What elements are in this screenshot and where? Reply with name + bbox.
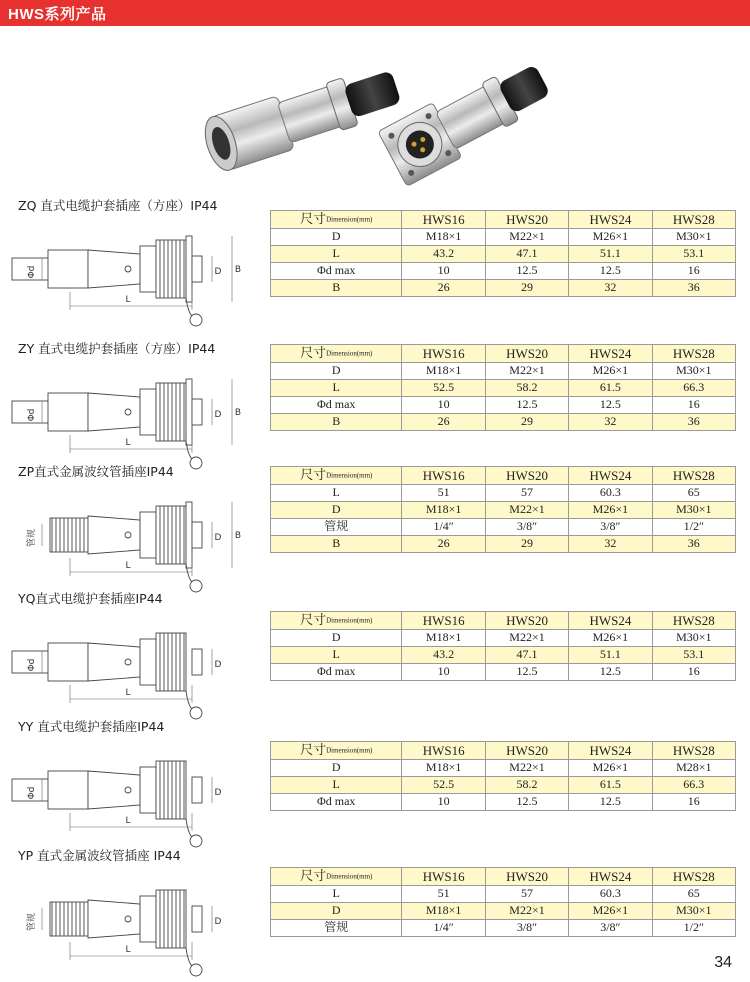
table-corner-cell: 尺寸Dimension(mm) bbox=[271, 211, 402, 229]
drawing-label: D bbox=[214, 410, 222, 420]
table-cell: 1/4″ bbox=[402, 518, 485, 535]
table-corner-cell: 尺寸Dimension(mm) bbox=[271, 345, 402, 363]
row-label: B bbox=[271, 279, 402, 296]
table-cell: 60.3 bbox=[569, 484, 652, 501]
table-cell: 36 bbox=[652, 535, 735, 552]
spec-table bbox=[270, 741, 736, 811]
drawing-label: Φd bbox=[27, 786, 37, 800]
table-cell: 61.5 bbox=[569, 776, 652, 793]
table-cell: 36 bbox=[652, 279, 735, 296]
table-cell: M30×1 bbox=[652, 629, 735, 646]
table-cell: M22×1 bbox=[485, 228, 568, 245]
drawing-label: 管规 bbox=[27, 912, 37, 932]
table-cell: M22×1 bbox=[485, 759, 568, 776]
table-cell: M18×1 bbox=[402, 362, 485, 379]
column-header: HWS20 bbox=[485, 467, 568, 485]
table-cell: M26×1 bbox=[569, 759, 652, 776]
table-cell: 66.3 bbox=[652, 776, 735, 793]
table-cell: M30×1 bbox=[652, 501, 735, 518]
column-header: HWS16 bbox=[402, 345, 485, 363]
table-corner-cell: 尺寸Dimension(mm) bbox=[271, 742, 402, 760]
page-number: 34 bbox=[714, 954, 732, 971]
table-cell: 26 bbox=[402, 413, 485, 430]
table-cell: 16 bbox=[652, 793, 735, 810]
drawing-label: L bbox=[125, 688, 131, 698]
table-row bbox=[271, 759, 736, 776]
dimension-drawing bbox=[10, 605, 260, 720]
table-header-row bbox=[271, 211, 736, 229]
column-header: HWS24 bbox=[569, 612, 652, 630]
table-cell: 52.5 bbox=[402, 776, 485, 793]
table-cell: 36 bbox=[652, 413, 735, 430]
column-header: HWS20 bbox=[485, 612, 568, 630]
table-cell: M18×1 bbox=[402, 759, 485, 776]
table-row bbox=[271, 484, 736, 501]
table-cell: 10 bbox=[402, 396, 485, 413]
drawing-label: B bbox=[234, 408, 242, 418]
table-cell: 12.5 bbox=[569, 262, 652, 279]
row-label: D bbox=[271, 228, 402, 245]
table-row bbox=[271, 919, 736, 936]
column-header: HWS16 bbox=[402, 742, 485, 760]
column-header: HWS16 bbox=[402, 612, 485, 630]
row-label: L bbox=[271, 484, 402, 501]
table-cell: M22×1 bbox=[485, 362, 568, 379]
section-title: ZQ 直式电缆护套插座（方座）IP44 bbox=[18, 198, 218, 213]
table-row bbox=[271, 902, 736, 919]
table-cell: 53.1 bbox=[652, 646, 735, 663]
section-title: YY 直式电缆护套插座IP44 bbox=[18, 719, 165, 734]
drawing-label: D bbox=[214, 533, 222, 543]
table-row bbox=[271, 629, 736, 646]
table-cell: 1/2″ bbox=[652, 518, 735, 535]
table-cell: M26×1 bbox=[569, 629, 652, 646]
row-label: D bbox=[271, 902, 402, 919]
table-cell: 43.2 bbox=[402, 646, 485, 663]
drawing-label: Φd bbox=[27, 265, 37, 279]
table-row bbox=[271, 646, 736, 663]
table-cell: M26×1 bbox=[569, 501, 652, 518]
table-cell: 57 bbox=[485, 484, 568, 501]
table-cell: 29 bbox=[485, 535, 568, 552]
table-cell: 65 bbox=[652, 484, 735, 501]
column-header: HWS20 bbox=[485, 211, 568, 229]
table-cell: M26×1 bbox=[569, 228, 652, 245]
table-cell: 47.1 bbox=[485, 646, 568, 663]
row-label: 管规 bbox=[271, 518, 402, 535]
section-title: ZY 直式电缆护套插座（方座）IP44 bbox=[18, 341, 216, 356]
row-label: D bbox=[271, 362, 402, 379]
table-cell: 58.2 bbox=[485, 379, 568, 396]
column-header: HWS24 bbox=[569, 211, 652, 229]
table-cell: 16 bbox=[652, 262, 735, 279]
header-bar bbox=[0, 0, 750, 26]
column-header: HWS28 bbox=[652, 211, 735, 229]
drawing-label: L bbox=[125, 438, 131, 448]
table-cell: M22×1 bbox=[485, 902, 568, 919]
table-corner-cell: 尺寸Dimension(mm) bbox=[271, 612, 402, 630]
column-header: HWS16 bbox=[402, 467, 485, 485]
table-row bbox=[271, 663, 736, 680]
row-label: L bbox=[271, 245, 402, 262]
table-row bbox=[271, 279, 736, 296]
table-cell: 53.1 bbox=[652, 245, 735, 262]
dimension-drawing bbox=[10, 862, 260, 977]
table-cell: 43.2 bbox=[402, 245, 485, 262]
drawing-label: D bbox=[214, 917, 222, 927]
table-row bbox=[271, 501, 736, 518]
table-cell: 52.5 bbox=[402, 379, 485, 396]
table-cell: 12.5 bbox=[485, 663, 568, 680]
table-cell: 51 bbox=[402, 885, 485, 902]
table-cell: 16 bbox=[652, 396, 735, 413]
table-cell: M30×1 bbox=[652, 362, 735, 379]
drawing-label: D bbox=[214, 660, 222, 670]
table-cell: 12.5 bbox=[485, 262, 568, 279]
drawing-label: D bbox=[214, 788, 222, 798]
table-cell: 26 bbox=[402, 535, 485, 552]
row-label: L bbox=[271, 379, 402, 396]
column-header: HWS20 bbox=[485, 742, 568, 760]
drawing-label: 管规 bbox=[27, 528, 37, 548]
drawing-label: B bbox=[234, 531, 242, 541]
dimension-drawing bbox=[10, 478, 260, 593]
column-header: HWS16 bbox=[402, 868, 485, 886]
row-label: L bbox=[271, 885, 402, 902]
row-label: D bbox=[271, 629, 402, 646]
table-row bbox=[271, 413, 736, 430]
drawing-label: L bbox=[125, 561, 131, 571]
spec-table bbox=[270, 611, 736, 681]
table-cell: 3/8″ bbox=[485, 919, 568, 936]
table-cell: 10 bbox=[402, 663, 485, 680]
table-cell: M18×1 bbox=[402, 629, 485, 646]
table-cell: 60.3 bbox=[569, 885, 652, 902]
table-row bbox=[271, 396, 736, 413]
table-cell: 51 bbox=[402, 484, 485, 501]
table-cell: 32 bbox=[569, 279, 652, 296]
table-cell: M18×1 bbox=[402, 228, 485, 245]
table-cell: 12.5 bbox=[485, 396, 568, 413]
drawing-label: Φd bbox=[27, 408, 37, 422]
table-cell: M18×1 bbox=[402, 501, 485, 518]
table-row bbox=[271, 245, 736, 262]
table-cell: 51.1 bbox=[569, 245, 652, 262]
table-cell: M22×1 bbox=[485, 501, 568, 518]
row-label: L bbox=[271, 776, 402, 793]
table-corner-cell: 尺寸Dimension(mm) bbox=[271, 868, 402, 886]
row-label: L bbox=[271, 646, 402, 663]
row-label: D bbox=[271, 759, 402, 776]
row-label: B bbox=[271, 413, 402, 430]
spec-table bbox=[270, 466, 736, 553]
row-label: Φd max bbox=[271, 663, 402, 680]
table-cell: 12.5 bbox=[569, 793, 652, 810]
drawing-label: Φd bbox=[27, 658, 37, 672]
dimension-drawing bbox=[10, 212, 260, 327]
row-label: 管规 bbox=[271, 919, 402, 936]
table-row bbox=[271, 885, 736, 902]
spec-table bbox=[270, 344, 736, 431]
table-cell: 66.3 bbox=[652, 379, 735, 396]
table-cell: 61.5 bbox=[569, 379, 652, 396]
column-header: HWS28 bbox=[652, 345, 735, 363]
table-row bbox=[271, 776, 736, 793]
table-header-row bbox=[271, 612, 736, 630]
product-photo bbox=[195, 40, 565, 190]
table-cell: M28×1 bbox=[652, 759, 735, 776]
dimension-drawing bbox=[10, 355, 260, 470]
table-cell: 1/2″ bbox=[652, 919, 735, 936]
table-row bbox=[271, 793, 736, 810]
table-cell: 12.5 bbox=[485, 793, 568, 810]
table-cell: M18×1 bbox=[402, 902, 485, 919]
table-cell: 1/4″ bbox=[402, 919, 485, 936]
table-cell: 65 bbox=[652, 885, 735, 902]
section-title: YQ直式电缆护套插座IP44 bbox=[18, 591, 163, 606]
row-label: B bbox=[271, 535, 402, 552]
table-cell: 51.1 bbox=[569, 646, 652, 663]
table-cell: M30×1 bbox=[652, 228, 735, 245]
table-row bbox=[271, 379, 736, 396]
table-cell: M26×1 bbox=[569, 362, 652, 379]
table-cell: 3/8″ bbox=[569, 919, 652, 936]
column-header: HWS24 bbox=[569, 467, 652, 485]
table-cell: 3/8″ bbox=[569, 518, 652, 535]
row-label: Φd max bbox=[271, 793, 402, 810]
table-cell: 26 bbox=[402, 279, 485, 296]
column-header: HWS16 bbox=[402, 211, 485, 229]
table-cell: 32 bbox=[569, 413, 652, 430]
drawing-label: L bbox=[125, 945, 131, 955]
table-header-row bbox=[271, 868, 736, 886]
column-header: HWS28 bbox=[652, 467, 735, 485]
table-cell: 32 bbox=[569, 535, 652, 552]
dimension-drawing bbox=[10, 733, 260, 848]
column-header: HWS28 bbox=[652, 612, 735, 630]
table-cell: M26×1 bbox=[569, 902, 652, 919]
spec-table bbox=[270, 210, 736, 297]
table-cell: 29 bbox=[485, 279, 568, 296]
table-cell: 10 bbox=[402, 793, 485, 810]
table-row bbox=[271, 535, 736, 552]
column-header: HWS28 bbox=[652, 868, 735, 886]
drawing-label: B bbox=[234, 265, 242, 275]
table-corner-cell: 尺寸Dimension(mm) bbox=[271, 467, 402, 485]
drawing-label: D bbox=[214, 267, 222, 277]
row-label: Φd max bbox=[271, 396, 402, 413]
table-row bbox=[271, 362, 736, 379]
table-cell: 12.5 bbox=[569, 396, 652, 413]
table-cell: 16 bbox=[652, 663, 735, 680]
table-row bbox=[271, 228, 736, 245]
table-header-row bbox=[271, 467, 736, 485]
column-header: HWS20 bbox=[485, 345, 568, 363]
page-title: HWS系列产品 bbox=[8, 5, 107, 23]
column-header: HWS24 bbox=[569, 868, 652, 886]
section-title: ZP直式金属波纹管插座IP44 bbox=[18, 464, 174, 479]
drawing-label: L bbox=[125, 816, 131, 826]
section-title: YP 直式金属波纹管插座 IP44 bbox=[18, 848, 181, 863]
table-header-row bbox=[271, 742, 736, 760]
table-cell: M22×1 bbox=[485, 629, 568, 646]
table-cell: 57 bbox=[485, 885, 568, 902]
table-cell: 58.2 bbox=[485, 776, 568, 793]
column-header: HWS28 bbox=[652, 742, 735, 760]
row-label: Φd max bbox=[271, 262, 402, 279]
table-cell: M30×1 bbox=[652, 902, 735, 919]
table-cell: 10 bbox=[402, 262, 485, 279]
table-cell: 3/8″ bbox=[485, 518, 568, 535]
column-header: HWS24 bbox=[569, 742, 652, 760]
table-cell: 12.5 bbox=[569, 663, 652, 680]
column-header: HWS24 bbox=[569, 345, 652, 363]
column-header: HWS20 bbox=[485, 868, 568, 886]
table-cell: 47.1 bbox=[485, 245, 568, 262]
drawing-label: L bbox=[125, 295, 131, 305]
spec-table bbox=[270, 867, 736, 937]
table-row bbox=[271, 262, 736, 279]
table-header-row bbox=[271, 345, 736, 363]
row-label: D bbox=[271, 501, 402, 518]
table-cell: 29 bbox=[485, 413, 568, 430]
table-row bbox=[271, 518, 736, 535]
